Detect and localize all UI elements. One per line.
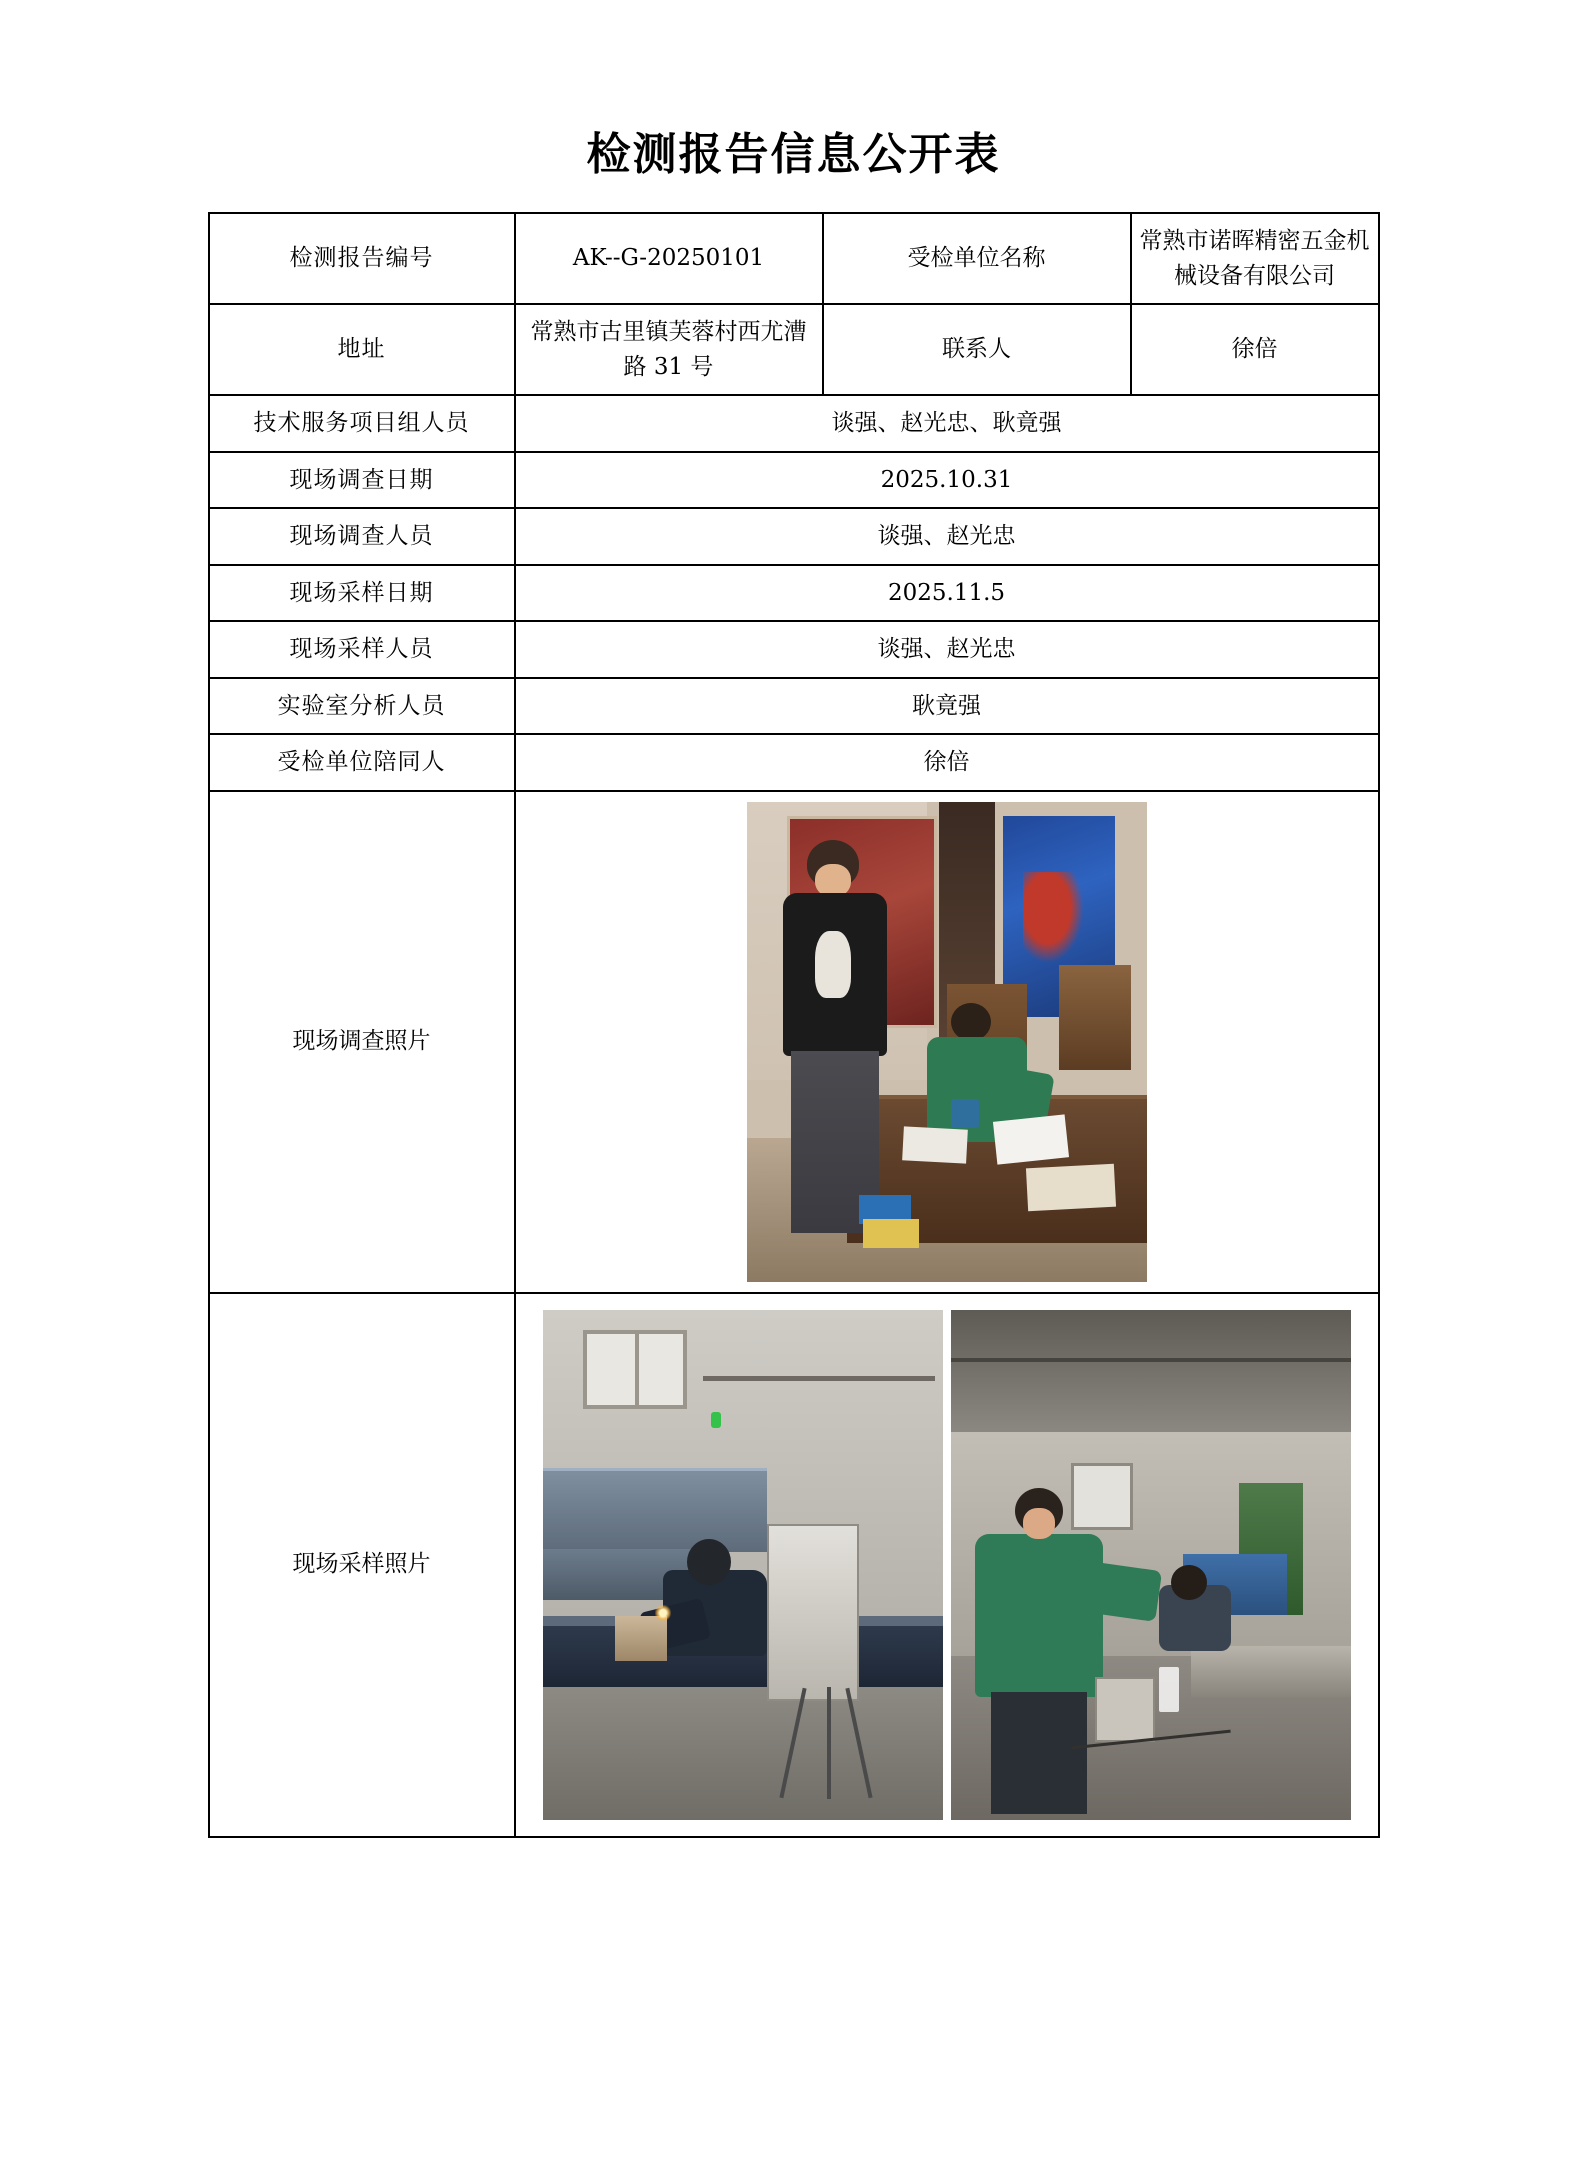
table-row [209, 304, 1379, 395]
row-value-lab-analyst: 耿竟强 [515, 678, 1379, 735]
row-label-accompanier: 受检单位陪同人 [209, 734, 515, 791]
table-row [209, 452, 1379, 509]
row-label-survey-staff: 现场调查人员 [209, 508, 515, 565]
row-value-survey-date: 2025.10.31 [515, 452, 1379, 509]
survey-photo-1 [747, 802, 1147, 1282]
row-label-team: 技术服务项目组人员 [209, 395, 515, 452]
row-value-accompanier: 徐倍 [515, 734, 1379, 791]
row-value-address: 常熟市古里镇芙蓉村西尤漕路 31 号 [515, 304, 823, 395]
photo-cell-survey [515, 791, 1379, 1293]
photo-container-sampling [516, 1294, 1378, 1836]
sampling-photo-2 [951, 1310, 1351, 1820]
row-value-report-no: AK--G-20250101 [515, 213, 823, 304]
row-value-sampling-staff: 谈强、赵光忠 [515, 621, 1379, 678]
row-label-contact: 联系人 [823, 304, 1131, 395]
sampling-photo-1 [543, 1310, 943, 1820]
row-value-team: 谈强、赵光忠、耿竟强 [515, 395, 1379, 452]
row-label-sampling-date: 现场采样日期 [209, 565, 515, 622]
row-value-company: 常熟市诺晖精密五金机械设备有限公司 [1131, 213, 1379, 304]
table-row [209, 678, 1379, 735]
report-info-table [208, 212, 1380, 1838]
photo-row-label-survey: 现场调查照片 [209, 791, 515, 1293]
row-label-address: 地址 [209, 304, 515, 395]
row-label-survey-date: 现场调查日期 [209, 452, 515, 509]
row-label-sampling-staff: 现场采样人员 [209, 621, 515, 678]
photo-cell-sampling [515, 1293, 1379, 1837]
row-label-report-no: 检测报告编号 [209, 213, 515, 304]
table-row [209, 734, 1379, 791]
photo-row-label-sampling: 现场采样照片 [209, 1293, 515, 1837]
table-row [209, 395, 1379, 452]
row-value-survey-staff: 谈强、赵光忠 [515, 508, 1379, 565]
table-row [209, 621, 1379, 678]
table-row [209, 213, 1379, 304]
row-value-sampling-date: 2025.11.5 [515, 565, 1379, 622]
table-row [209, 508, 1379, 565]
row-value-contact: 徐倍 [1131, 304, 1379, 395]
photo-row-sampling [209, 1293, 1379, 1837]
photo-container-survey [516, 792, 1378, 1292]
row-label-lab-analyst: 实验室分析人员 [209, 678, 515, 735]
document-page [0, 118, 1587, 1838]
page-title: 检测报告信息公开表 [586, 129, 1001, 180]
row-label-company: 受检单位名称 [823, 213, 1131, 304]
photo-row-survey [209, 791, 1379, 1293]
table-row [209, 565, 1379, 622]
